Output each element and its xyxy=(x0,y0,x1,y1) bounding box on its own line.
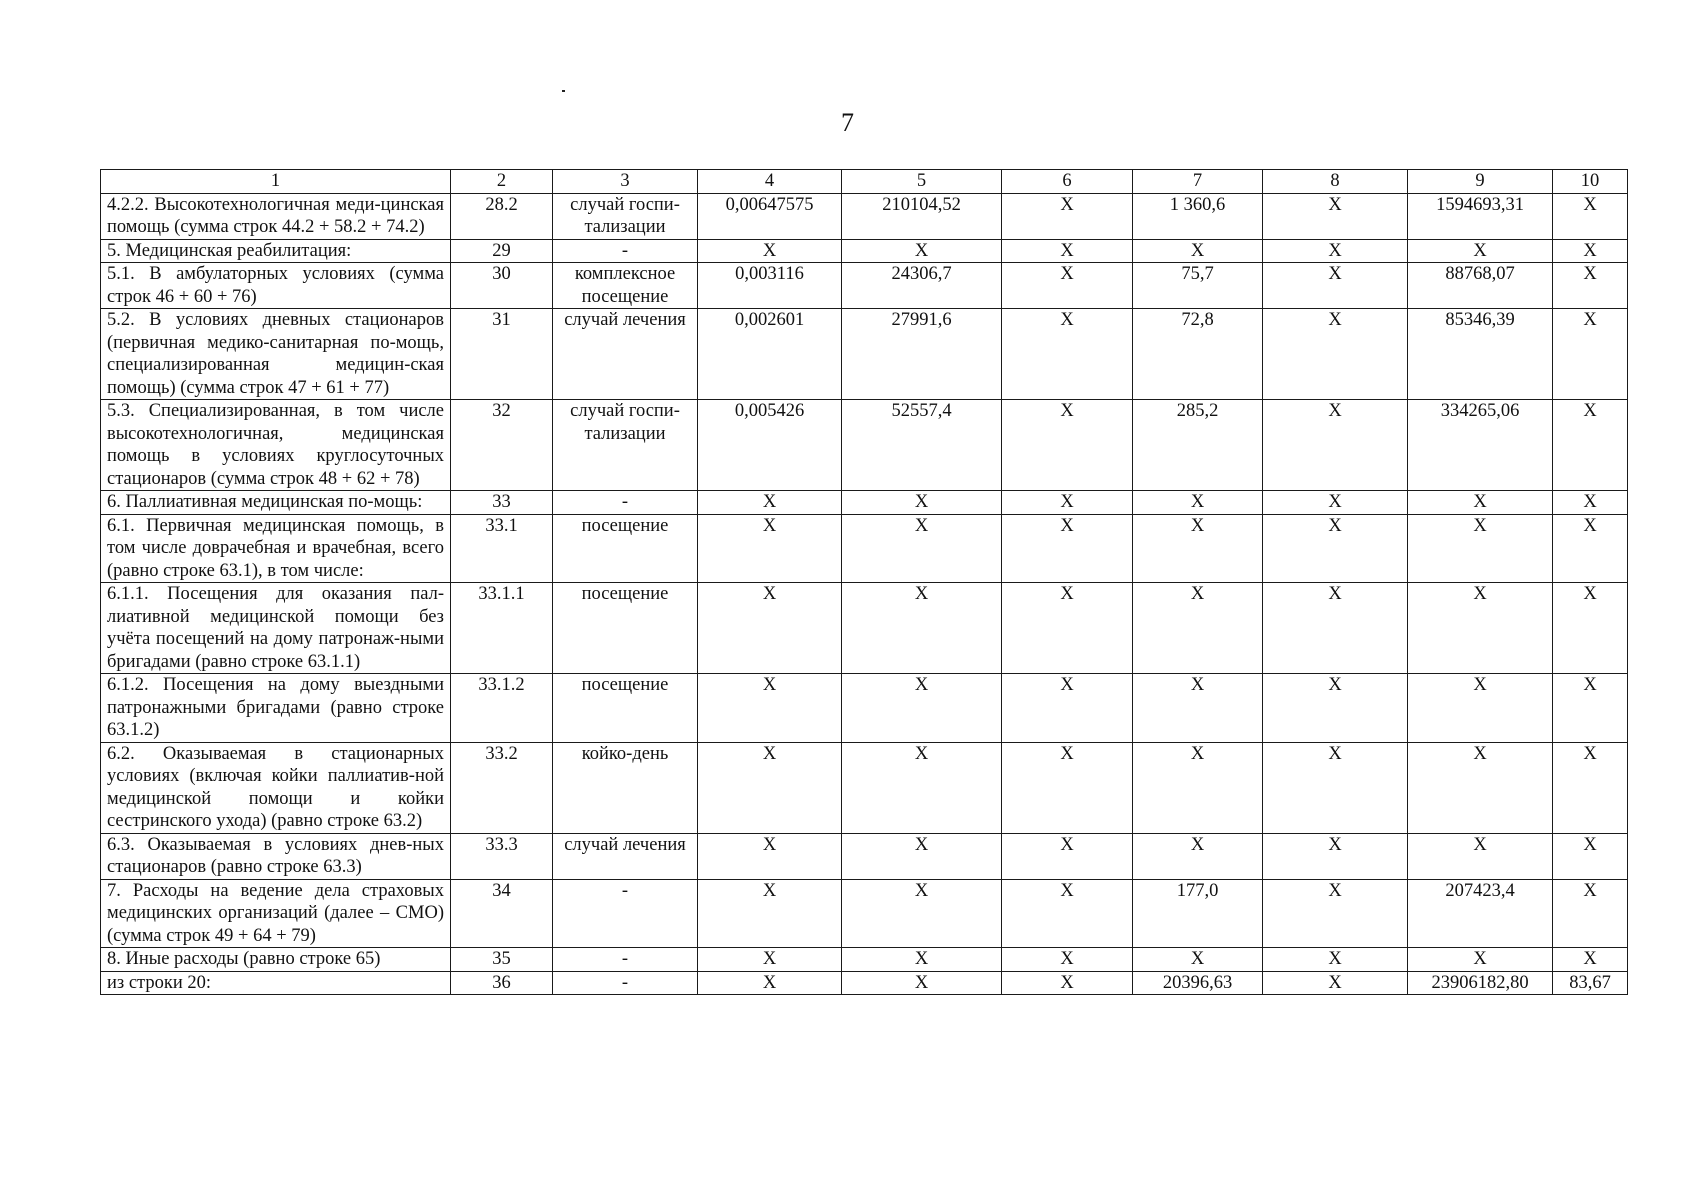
col9-cell: X xyxy=(1408,742,1553,833)
table-row xyxy=(101,400,1628,491)
col8-cell: X xyxy=(1263,193,1408,239)
row-number-cell: 31 xyxy=(451,309,553,400)
unit-cell: - xyxy=(553,948,698,972)
unit-cell: случай лечения xyxy=(553,309,698,400)
col5-cell: X xyxy=(842,948,1002,972)
col4-cell: X xyxy=(698,674,842,743)
col8-cell: X xyxy=(1263,239,1408,263)
col10-cell: X xyxy=(1553,400,1628,491)
col5-cell: 24306,7 xyxy=(842,263,1002,309)
row-number-cell: 33.1.1 xyxy=(451,583,553,674)
col10-cell: X xyxy=(1553,833,1628,879)
col8-cell: X xyxy=(1263,674,1408,743)
col8-cell: X xyxy=(1263,263,1408,309)
col7-cell: 75,7 xyxy=(1133,263,1263,309)
col9-cell: X xyxy=(1408,833,1553,879)
col4-cell: 0,005426 xyxy=(698,400,842,491)
unit-cell: случай госпи-тализации xyxy=(553,400,698,491)
header-cell: 4 xyxy=(698,170,842,194)
row-number-cell: 29 xyxy=(451,239,553,263)
col5-cell: X xyxy=(842,833,1002,879)
row-name-cell: 6.1.2. Посещения на дому выездными патронажными бригадами (равно строке 63.1.2) xyxy=(101,674,451,743)
table-row xyxy=(101,948,1628,972)
table-row xyxy=(101,491,1628,515)
col6-cell: X xyxy=(1002,742,1133,833)
row-name-cell: 7. Расходы на ведение дела страховых медицинских организаций (далее – СМО) (сумма строк 49 + 64 + 79) xyxy=(101,879,451,948)
scan-mark xyxy=(562,90,565,92)
col9-cell: 207423,4 xyxy=(1408,879,1553,948)
table-row xyxy=(101,674,1628,743)
col4-cell: X xyxy=(698,833,842,879)
col8-cell: X xyxy=(1263,400,1408,491)
page-number: 7 xyxy=(841,108,854,137)
table-row xyxy=(101,309,1628,400)
col10-cell: 83,67 xyxy=(1553,971,1628,995)
col8-cell: X xyxy=(1263,309,1408,400)
col6-cell: X xyxy=(1002,400,1133,491)
col6-cell: X xyxy=(1002,948,1133,972)
col6-cell: X xyxy=(1002,514,1133,583)
row-number-cell: 33.1.2 xyxy=(451,674,553,743)
col5-cell: 27991,6 xyxy=(842,309,1002,400)
row-number-cell: 32 xyxy=(451,400,553,491)
col10-cell: X xyxy=(1553,193,1628,239)
col4-cell: X xyxy=(698,971,842,995)
header-cell: 1 xyxy=(101,170,451,194)
unit-cell: посещение xyxy=(553,674,698,743)
table-row xyxy=(101,514,1628,583)
unit-cell: - xyxy=(553,971,698,995)
header-cell: 6 xyxy=(1002,170,1133,194)
col7-cell: X xyxy=(1133,674,1263,743)
col8-cell: X xyxy=(1263,742,1408,833)
col6-cell: X xyxy=(1002,193,1133,239)
col5-cell: X xyxy=(842,583,1002,674)
row-name-cell: 6.2. Оказываемая в стационарных условиях (включая койки паллиатив-ной медицинской помощи и койки сестринского ухода) (равно строке 63.2) xyxy=(101,742,451,833)
row-number-cell: 35 xyxy=(451,948,553,972)
col4-cell: 0,003116 xyxy=(698,263,842,309)
col5-cell: X xyxy=(842,742,1002,833)
col6-cell: X xyxy=(1002,239,1133,263)
col8-cell: X xyxy=(1263,583,1408,674)
row-name-cell: 6.1. Первичная медицинская помощь, в том числе доврачебная и врачебная, всего (равно строке 63.1), в том числе: xyxy=(101,514,451,583)
unit-cell: - xyxy=(553,879,698,948)
col10-cell: X xyxy=(1553,309,1628,400)
col8-cell: X xyxy=(1263,833,1408,879)
col4-cell: 0,00647575 xyxy=(698,193,842,239)
header-cell: 5 xyxy=(842,170,1002,194)
col9-cell: X xyxy=(1408,674,1553,743)
col7-cell: X xyxy=(1133,948,1263,972)
col6-cell: X xyxy=(1002,583,1133,674)
col10-cell: X xyxy=(1553,742,1628,833)
row-number-cell: 36 xyxy=(451,971,553,995)
col7-cell: X xyxy=(1133,491,1263,515)
col4-cell: X xyxy=(698,583,842,674)
col5-cell: 52557,4 xyxy=(842,400,1002,491)
row-name-cell: 5.1. В амбулаторных условиях (сумма строк 46 + 60 + 76) xyxy=(101,263,451,309)
col4-cell: 0,002601 xyxy=(698,309,842,400)
col5-cell: 210104,52 xyxy=(842,193,1002,239)
row-name-cell: из строки 20: xyxy=(101,971,451,995)
header-cell: 10 xyxy=(1553,170,1628,194)
table-row xyxy=(101,879,1628,948)
col5-cell: X xyxy=(842,514,1002,583)
col5-cell: X xyxy=(842,491,1002,515)
row-number-cell: 34 xyxy=(451,879,553,948)
row-name-cell: 5.3. Специализированная, в том числе высокотехнологичная, медицинская помощь в условиях круглосуточных стационаров (сумма строк 48 + 62 + 78) xyxy=(101,400,451,491)
table-body xyxy=(101,193,1628,995)
header-cell: 3 xyxy=(553,170,698,194)
col6-cell: X xyxy=(1002,674,1133,743)
table-row xyxy=(101,193,1628,239)
col7-cell: 177,0 xyxy=(1133,879,1263,948)
col9-cell: 23906182,80 xyxy=(1408,971,1553,995)
col9-cell: X xyxy=(1408,948,1553,972)
col10-cell: X xyxy=(1553,514,1628,583)
col10-cell: X xyxy=(1553,674,1628,743)
col7-cell: X xyxy=(1133,583,1263,674)
col4-cell: X xyxy=(698,239,842,263)
table-row xyxy=(101,263,1628,309)
col8-cell: X xyxy=(1263,491,1408,515)
data-table xyxy=(100,169,1628,995)
header-cell: 9 xyxy=(1408,170,1553,194)
unit-cell: койко-день xyxy=(553,742,698,833)
unit-cell: комплексное посещение xyxy=(553,263,698,309)
row-number-cell: 28.2 xyxy=(451,193,553,239)
col4-cell: X xyxy=(698,514,842,583)
col7-cell: 1 360,6 xyxy=(1133,193,1263,239)
col7-cell: 285,2 xyxy=(1133,400,1263,491)
col4-cell: X xyxy=(698,491,842,515)
unit-cell: случай лечения xyxy=(553,833,698,879)
col9-cell: X xyxy=(1408,514,1553,583)
col7-cell: 72,8 xyxy=(1133,309,1263,400)
col9-cell: 85346,39 xyxy=(1408,309,1553,400)
unit-cell: - xyxy=(553,491,698,515)
col9-cell: X xyxy=(1408,239,1553,263)
col10-cell: X xyxy=(1553,263,1628,309)
table-row xyxy=(101,583,1628,674)
col9-cell: 334265,06 xyxy=(1408,400,1553,491)
table-row xyxy=(101,742,1628,833)
row-name-cell: 6.3. Оказываемая в условиях днев-ных стационаров (равно строке 63.3) xyxy=(101,833,451,879)
row-number-cell: 33.3 xyxy=(451,833,553,879)
col6-cell: X xyxy=(1002,833,1133,879)
col9-cell: X xyxy=(1408,491,1553,515)
col10-cell: X xyxy=(1553,491,1628,515)
col6-cell: X xyxy=(1002,309,1133,400)
col6-cell: X xyxy=(1002,879,1133,948)
row-number-cell: 33.2 xyxy=(451,742,553,833)
row-name-cell: 4.2.2. Высокотехнологичная меди-цинская помощь (сумма строк 44.2 + 58.2 + 74.2) xyxy=(101,193,451,239)
row-name-cell: 5.2. В условиях дневных стационаров (первичная медико-санитарная по-мощь, специализированная медицин-ская помощь) (сумма строк 47 + 61 + 77) xyxy=(101,309,451,400)
col8-cell: X xyxy=(1263,879,1408,948)
col6-cell: X xyxy=(1002,971,1133,995)
header-cell: 2 xyxy=(451,170,553,194)
table-header xyxy=(101,170,1628,194)
unit-cell: - xyxy=(553,239,698,263)
col5-cell: X xyxy=(842,239,1002,263)
unit-cell: случай госпи-тализации xyxy=(553,193,698,239)
col4-cell: X xyxy=(698,742,842,833)
row-name-cell: 8. Иные расходы (равно строке 65) xyxy=(101,948,451,972)
col5-cell: X xyxy=(842,674,1002,743)
col5-cell: X xyxy=(842,971,1002,995)
header-cell: 7 xyxy=(1133,170,1263,194)
row-name-cell: 5. Медицинская реабилитация: xyxy=(101,239,451,263)
col9-cell: 1594693,31 xyxy=(1408,193,1553,239)
col8-cell: X xyxy=(1263,948,1408,972)
col4-cell: X xyxy=(698,879,842,948)
col7-cell: 20396,63 xyxy=(1133,971,1263,995)
table-row xyxy=(101,833,1628,879)
row-number-cell: 30 xyxy=(451,263,553,309)
row-number-cell: 33 xyxy=(451,491,553,515)
header-cell: 8 xyxy=(1263,170,1408,194)
col10-cell: X xyxy=(1553,948,1628,972)
col8-cell: X xyxy=(1263,514,1408,583)
col10-cell: X xyxy=(1553,879,1628,948)
col8-cell: X xyxy=(1263,971,1408,995)
col9-cell: 88768,07 xyxy=(1408,263,1553,309)
col10-cell: X xyxy=(1553,583,1628,674)
table-row xyxy=(101,239,1628,263)
row-name-cell: 6.1.1. Посещения для оказания пал-лиативной медицинской помощи без учёта посещений на дому патронаж-ными бригадами (равно строке 63.1.1) xyxy=(101,583,451,674)
col7-cell: X xyxy=(1133,239,1263,263)
col7-cell: X xyxy=(1133,833,1263,879)
table-row xyxy=(101,971,1628,995)
col9-cell: X xyxy=(1408,583,1553,674)
col6-cell: X xyxy=(1002,263,1133,309)
unit-cell: посещение xyxy=(553,583,698,674)
row-name-cell: 6. Паллиативная медицинская по-мощь: xyxy=(101,491,451,515)
col7-cell: X xyxy=(1133,742,1263,833)
col5-cell: X xyxy=(842,879,1002,948)
unit-cell: посещение xyxy=(553,514,698,583)
header-row xyxy=(101,170,1628,194)
col4-cell: X xyxy=(698,948,842,972)
row-number-cell: 33.1 xyxy=(451,514,553,583)
col10-cell: X xyxy=(1553,239,1628,263)
col7-cell: X xyxy=(1133,514,1263,583)
col6-cell: X xyxy=(1002,491,1133,515)
